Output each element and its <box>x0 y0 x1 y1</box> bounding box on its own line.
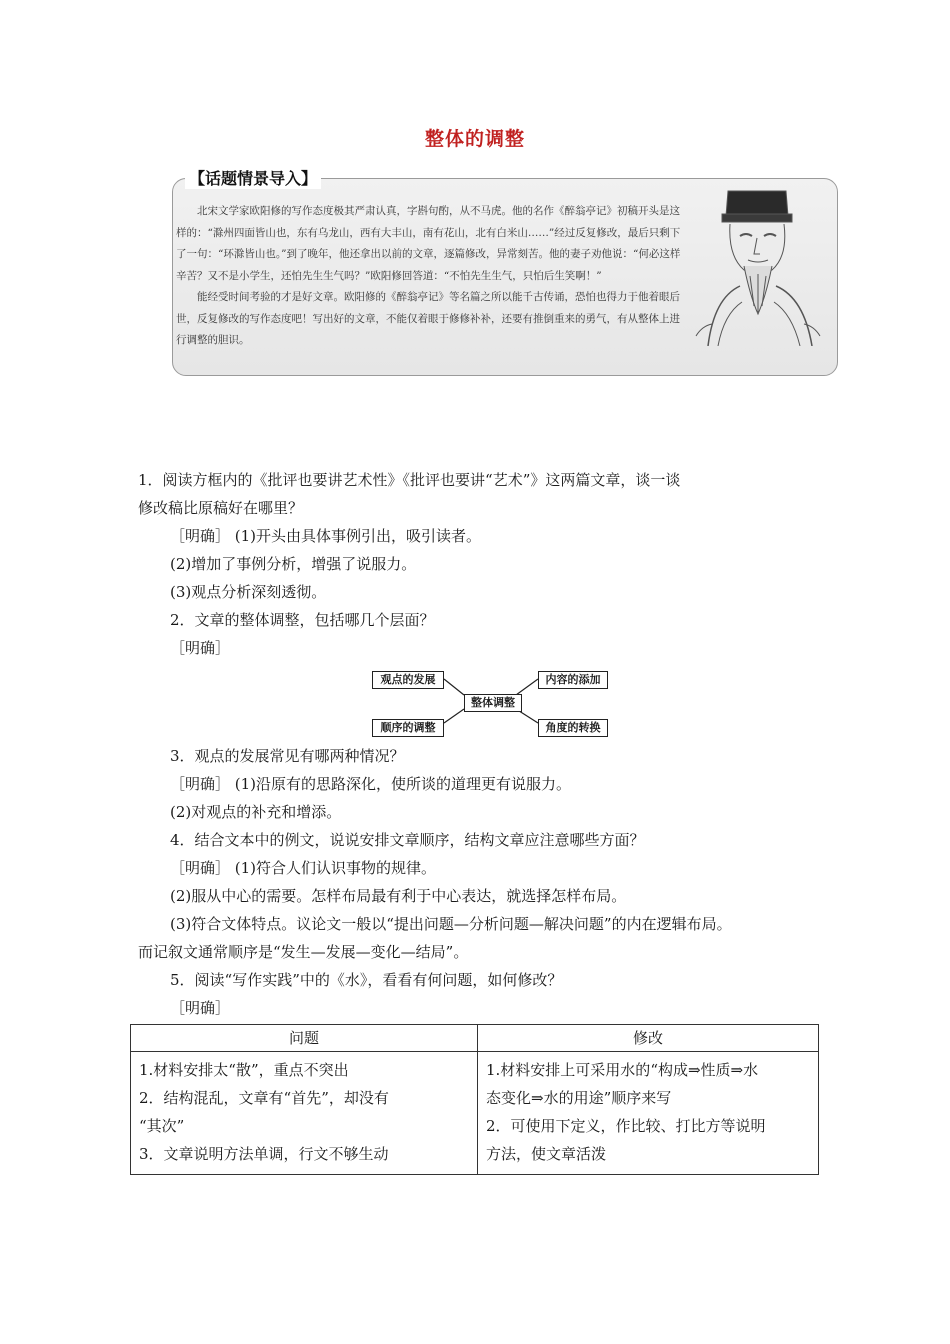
question-5: 5．阅读“写作实践”中的《水》，看看有何问题，如何修改？ <box>170 971 563 989</box>
answer-2-label: ［明确］ <box>170 639 231 657</box>
question-1-line-2: 修改稿比原稿好在哪里？ <box>138 499 304 517</box>
fix-line: 2．可使用下定义，作比较、打比方等说明 <box>486 1117 766 1135</box>
fixes-cell <box>478 1052 819 1175</box>
diagram-node-bottom-left: 顺序的调整 <box>372 719 444 737</box>
problem-line: 3．文章说明方法单调，行文不够生动 <box>139 1145 389 1163</box>
answer-3-line-1: ［明确］ (1)沿原有的思路深化，使所谈的道理更有说服力。 <box>170 775 572 793</box>
question-4: 4．结合文本中的例文，说说安排文章顺序，结构文章应注意哪些方面？ <box>170 831 645 849</box>
question-3: 3．观点的发展常见有哪两种情况？ <box>170 747 405 765</box>
answer-1-line-1: ［明确］ (1)开头由具体事例引出，吸引读者。 <box>170 527 482 545</box>
portrait-illustration <box>688 186 828 346</box>
diagram-node-top-left: 观点的发展 <box>372 671 444 689</box>
revision-table <box>130 1024 819 1175</box>
answer-4-line-1: ［明确］ (1)符合人们认识事物的规律。 <box>170 859 437 877</box>
intro-paragraph: 能经受时间考验的才是好文章。欧阳修的《醉翁亭记》等名篇之所以能千古传诵，恐怕也得力于他着眼后世，反复修改的写作态度吧！写出好的文章，不能仅着眼于修修补补，还要有推倒重来的勇气，有从整体上进行调整的胆识。 <box>176 291 680 346</box>
fix-line: 1.材料安排上可采用水的“构成⇒性质⇒水 <box>486 1061 759 1079</box>
table-row <box>131 1052 819 1175</box>
fix-line: 态变化⇒水的用途”顺序来写 <box>486 1089 672 1107</box>
diagram-node-top-right: 内容的添加 <box>538 671 608 689</box>
table-header-fix: 修改 <box>478 1025 819 1052</box>
answer-4-line-4: 而记叙文通常顺序是“发生—发展—变化—结局”。 <box>138 943 469 961</box>
intro-label: 【话题情景导入】 <box>185 166 321 189</box>
problems-cell <box>131 1052 478 1175</box>
question-2: 2．文章的整体调整，包括哪几个层面？ <box>170 611 435 629</box>
intro-text <box>176 201 681 352</box>
diagram-node-bottom-right: 角度的转换 <box>538 719 608 737</box>
answer-4-line-3: (3)符合文体特点。议论文一般以“提出问题—分析问题—解决问题”的内在逻辑布局。 <box>170 915 732 933</box>
table-header-problem: 问题 <box>131 1025 478 1052</box>
structure-diagram <box>370 665 610 737</box>
answer-1-line-2: (2)增加了事例分析，增强了说服力。 <box>170 555 417 573</box>
problem-line: 2．结构混乱，文章有“首先”，却没有 <box>139 1089 389 1107</box>
fix-line: 方法，使文章活泼 <box>486 1145 607 1163</box>
intro-paragraph: 北宋文学家欧阳修的写作态度极其严肃认真，字斟句酌，从不马虎。他的名作《醉翁亭记》初稿开头是这样的：“滁州四面皆山也，东有乌龙山，西有大丰山，南有花山，北有白米山……”经过反复修改，最后只剩下了一句：“环滁皆山也。”到了晚年，他还拿出以前的文章，逐篇修改，异常刻苦。他的妻子劝他说：“何必这样辛苦？又不是小学生，还怕先生生气吗？”欧阳修回答道：“不怕先生生气，只怕后生笑啊！” <box>176 205 681 282</box>
answer-1-line-3: (3)观点分析深刻透彻。 <box>170 583 327 601</box>
answer-3-line-2: (2)对观点的补充和增添。 <box>170 803 342 821</box>
question-1-line-1: 1．阅读方框内的《批评也要讲艺术性》《批评也要讲“艺术”》这两篇文章，谈一谈 <box>138 471 681 489</box>
diagram-node-center: 整体调整 <box>464 694 522 712</box>
answer-5-label: ［明确］ <box>170 999 231 1017</box>
answer-4-line-2: (2)服从中心的需要。怎样布局最有利于中心表达，就选择怎样布局。 <box>170 887 627 905</box>
page-title: 整体的调整 <box>424 128 525 150</box>
table-header-row <box>131 1025 819 1052</box>
problem-line: 1.材料安排太“散”，重点不突出 <box>139 1061 349 1079</box>
problem-line: “其次” <box>139 1117 185 1135</box>
